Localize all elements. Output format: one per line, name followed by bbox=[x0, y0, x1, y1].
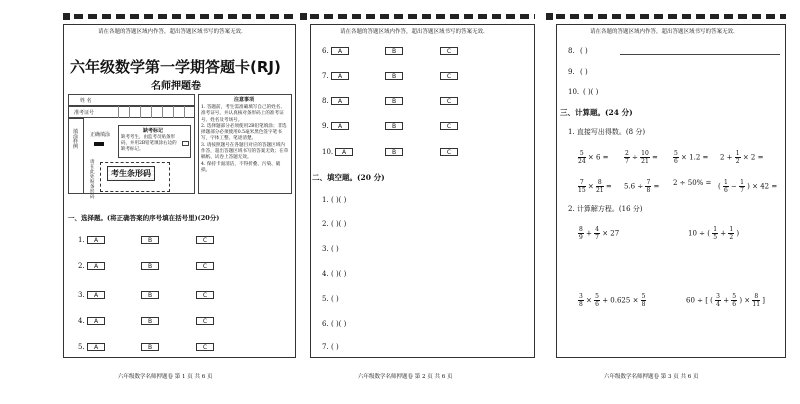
expr-2: $\frac{2}{7}$ ÷ $\frac{10}{21}$ = bbox=[625, 150, 658, 165]
cut-line bbox=[310, 14, 535, 19]
expr-9: $\frac{8}{9}$ + $\frac{4}{7}$ × 27 bbox=[579, 226, 620, 241]
notice-text: 请在各题的答题区域内作答，超出答题区域书写的答案无效. bbox=[98, 29, 243, 35]
option-c[interactable]: C bbox=[196, 291, 214, 299]
answer-line[interactable] bbox=[620, 54, 780, 55]
page-footer: 六年级数学名师押题卷 第 1 页 共 6 页 bbox=[118, 374, 213, 380]
note-item: 3. 请按照题号在各题目对应的答题区域内作答，超出答题区域书写的答案无效；在草稿纸、试卷上答题无效。 bbox=[201, 142, 289, 161]
note-item: 4. 保持卡面清洁，不得折叠、污染、破损。 bbox=[201, 161, 281, 173]
option-c[interactable]: C bbox=[440, 72, 458, 80]
expr-10: 10 ÷ ( $\frac{1}{5}$ + $\frac{1}{2}$ ) bbox=[688, 226, 740, 241]
choice-num: 8. bbox=[322, 97, 329, 105]
notice-text: 请在各题的答题区域内作答，超出答题区域书写的答案无效. bbox=[340, 29, 485, 35]
page-title: 六年级数学第一学期答题卡(RJ) bbox=[70, 58, 281, 76]
option-a[interactable]: A bbox=[87, 236, 105, 244]
option-a[interactable]: A bbox=[331, 97, 349, 105]
exam-number-cells[interactable] bbox=[108, 106, 195, 118]
note-item: 1. 答题前，考生需准确填写自己的姓名、准考证号，并认真核对条形码上的准考证号、姓名及考场号。 bbox=[201, 105, 285, 123]
option-a[interactable]: A bbox=[87, 317, 105, 325]
fill-num: 10. bbox=[568, 88, 580, 96]
barcode-hint: 请在此处贴条形码 bbox=[90, 160, 95, 200]
correct-fill-label: 正确填涂 bbox=[90, 132, 111, 138]
option-c[interactable]: C bbox=[440, 122, 458, 130]
section-choice-title: 一、选择题。(将正确答案的序号填在括号里)(20分) bbox=[68, 214, 220, 222]
fill-sample bbox=[94, 142, 104, 146]
fill-num: 5. bbox=[322, 295, 329, 303]
section-calc-title: 三、计算题。(24 分) bbox=[560, 108, 633, 117]
option-b[interactable]: B bbox=[141, 236, 159, 244]
notes-title: 注意事项 bbox=[234, 97, 255, 103]
option-b[interactable]: B bbox=[141, 262, 159, 270]
fill-num: 2. bbox=[322, 220, 329, 228]
page-footer: 六年级数学名师押题卷 第 2 页 共 6 页 bbox=[358, 374, 453, 380]
corner-mark bbox=[63, 13, 70, 20]
page-subtitle: 名师押题卷 bbox=[151, 81, 201, 92]
expr-8: ( $\frac{1}{6}$ − $\frac{1}{7}$ ) × 42 = bbox=[718, 179, 778, 194]
missing-mark-text: 缺考考生，由监考员贴条形码，并用2B铅笔填涂右边的缺考标记。 bbox=[121, 135, 177, 152]
expr-7: 2 ÷ 50% = bbox=[673, 179, 712, 187]
fill-num: 3. bbox=[322, 245, 329, 253]
missing-mark-label: 缺考标记 bbox=[143, 128, 164, 134]
option-a[interactable]: A bbox=[331, 72, 349, 80]
option-b[interactable]: B bbox=[385, 47, 403, 55]
expr-1: $\frac{5}{24}$ × 6 = bbox=[578, 150, 609, 165]
fill-blanks[interactable]: ( ) bbox=[580, 68, 588, 76]
fill-blanks[interactable]: ( )( ) bbox=[331, 220, 347, 228]
option-b[interactable]: B bbox=[385, 148, 403, 156]
option-a[interactable]: A bbox=[331, 122, 349, 130]
option-b[interactable]: B bbox=[141, 317, 159, 325]
fill-num: 4. bbox=[322, 270, 329, 278]
choice-num: 6. bbox=[322, 47, 329, 55]
fill-blanks[interactable]: ( )( ) bbox=[331, 320, 347, 328]
option-b[interactable]: B bbox=[385, 72, 403, 80]
fill-blanks[interactable]: ( ) bbox=[331, 295, 339, 303]
cut-line bbox=[74, 14, 296, 19]
calc-sub2-title: 2. 计算解方程。(16 分) bbox=[568, 205, 643, 213]
choice-num: 5. bbox=[78, 343, 85, 351]
fill-num: 8. bbox=[568, 47, 575, 55]
fill-num: 7. bbox=[322, 343, 329, 351]
side-label: 填涂样例 bbox=[73, 129, 79, 150]
note-item: 2. 选择题部分必须使用2B铅笔填涂；非选择题部分必须使用0.5毫米黑色签字笔书写，字体工整、笔迹清楚。 bbox=[201, 123, 287, 142]
notice-text: 请在各题的答题区域内作答，超出答题区域书写的答案无效. bbox=[590, 29, 735, 35]
exam-number-label[interactable]: 准考证号 bbox=[74, 110, 95, 116]
fill-num: 6. bbox=[322, 320, 329, 328]
fill-blanks[interactable]: ( )( ) bbox=[331, 270, 347, 278]
option-c[interactable]: C bbox=[196, 236, 214, 244]
fill-num: 1. bbox=[322, 196, 329, 204]
option-c[interactable]: C bbox=[440, 148, 458, 156]
page-footer: 六年级数学名师押题卷 第 3 页 共 6 页 bbox=[604, 374, 699, 380]
fill-blanks[interactable]: ( ) bbox=[580, 47, 588, 55]
fill-blanks[interactable]: ( )( ) bbox=[583, 88, 599, 96]
choice-num: 2. bbox=[78, 262, 85, 270]
choice-num: 7. bbox=[322, 72, 329, 80]
option-b[interactable]: B bbox=[141, 343, 159, 351]
option-a[interactable]: A bbox=[87, 343, 105, 351]
option-c[interactable]: C bbox=[440, 97, 458, 105]
fill-blanks[interactable]: ( )( ) bbox=[331, 196, 347, 204]
option-c[interactable]: C bbox=[196, 262, 214, 270]
expr-3: $\frac{5}{6}$ × 1.2 = bbox=[674, 150, 709, 165]
expr-5: $\frac{7}{15}$ × $\frac{8}{21}$ = bbox=[578, 179, 612, 194]
choice-num: 4. bbox=[78, 317, 85, 325]
option-c[interactable]: C bbox=[440, 47, 458, 55]
fill-blanks[interactable]: ( ) bbox=[331, 245, 339, 253]
expr-12: 60 ÷ [ ( $\frac{3}{4}$ + $\frac{5}{6}$ ) × $\frac{8}{11}$ ] bbox=[686, 293, 766, 308]
expr-4: 2 + $\frac{1}{2}$ × 2 = bbox=[720, 150, 764, 165]
fill-num: 9. bbox=[568, 68, 575, 76]
choice-num: 10. bbox=[322, 148, 334, 156]
option-a[interactable]: A bbox=[331, 47, 349, 55]
calc-sub1-title: 1. 直接写出得数。(8 分) bbox=[568, 128, 646, 136]
option-c[interactable]: C bbox=[196, 317, 214, 325]
option-a[interactable]: A bbox=[335, 148, 353, 156]
choice-num: 1. bbox=[78, 236, 85, 244]
expr-6: 5.6 ÷ $\frac{7}{8}$ = bbox=[624, 179, 660, 194]
option-c[interactable]: C bbox=[196, 343, 214, 351]
choice-num: 3. bbox=[78, 291, 85, 299]
barcode-stamp: 考生条形码 bbox=[107, 166, 155, 181]
corner-mark bbox=[300, 13, 307, 20]
fill-blanks[interactable]: ( ) bbox=[331, 343, 339, 351]
option-b[interactable]: B bbox=[141, 291, 159, 299]
expr-11: $\frac{3}{8}$ × $\frac{5}{6}$ + 0.625 × $\frac{5}{8}$ bbox=[579, 293, 646, 308]
choice-num: 9. bbox=[322, 122, 329, 130]
missing-mark-checkbox[interactable] bbox=[182, 141, 189, 146]
option-a[interactable]: A bbox=[87, 291, 105, 299]
name-label: 姓 名 bbox=[80, 98, 92, 104]
section-fill-title: 二、填空题。(20 分) bbox=[312, 173, 385, 182]
notes-list bbox=[201, 105, 289, 174]
cut-line bbox=[556, 14, 786, 19]
option-a[interactable]: A bbox=[87, 262, 105, 270]
option-b[interactable]: B bbox=[385, 122, 403, 130]
option-b[interactable]: B bbox=[385, 97, 403, 105]
corner-mark bbox=[546, 13, 553, 20]
